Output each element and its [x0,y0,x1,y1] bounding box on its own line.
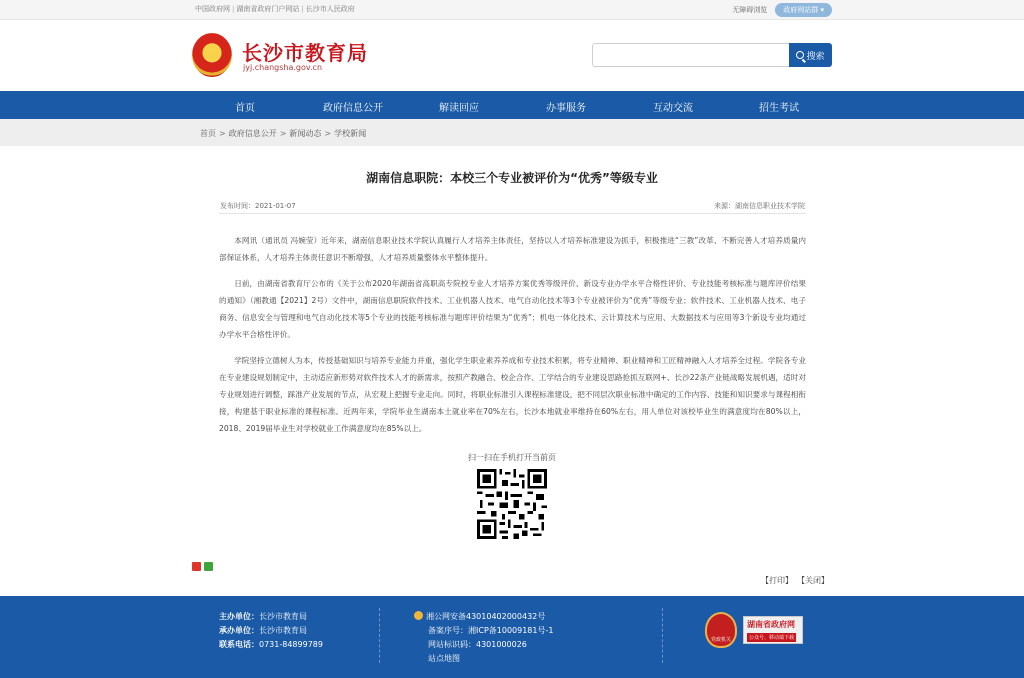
article-actions [761,575,829,586]
phone-value: 0731-84899789 [259,640,323,649]
site-group-dropdown[interactable]: 政府网站群 ▾ [775,3,832,17]
qr-code-icon [475,467,549,541]
nav-services[interactable]: 办事服务 [546,103,586,114]
party-gov-badge-icon[interactable]: 党政机关 [705,612,737,648]
footer-registration [414,610,553,666]
organizer-label: 承办单位： [219,626,259,635]
article-paragraph: 本网讯（通讯员 冯婉莹）近年来，湖南信息职业技术学院认真履行人才培养主体责任，坚持以人才培养标准建设为抓手，积极推进“三教”改革、不断完善人才培养质量内部保证体系，人才培养主体责任意识不断增强，人才培养质量整体水平整体提升。 [219,236,806,262]
article-source: 来源：湖南信息职业技术学院 [714,202,805,210]
organizer-value: 长沙市教育局 [259,626,307,635]
nav-gov-info[interactable]: 政府信息公开 [323,103,383,114]
search-icon [796,51,804,59]
article-body [219,232,806,446]
breadcrumb: 首页 > 政府信息公开 > 新闻动态 > 学校新闻 [200,129,367,138]
close-button[interactable]: 【关闭】 [797,576,829,585]
article-title: 湖南信息职院：本校三个专业被评价为“优秀”等级专业 [366,171,658,185]
breadcrumb-bar [0,119,1024,146]
sponsor-label: 主办单位： [219,612,259,621]
search-button[interactable] [789,43,832,67]
breadcrumb-school-news[interactable]: 学校新闻 [334,129,367,138]
qr-caption: 扫一扫在手机打开当前页 [468,453,556,462]
footer-divider [379,608,380,663]
search-input[interactable] [592,43,789,67]
share-icons [192,562,213,571]
icp-record[interactable]: 备案序号：湘ICP备10009181号-1 [428,626,554,635]
site-id: 网站标识码：4301000026 [428,640,527,649]
breadcrumb-home[interactable]: 首页 [200,129,216,138]
site-url: jyj.changsha.gov.cn [243,63,323,72]
accessibility-link[interactable]: 无障碍浏览 [732,6,768,14]
article-paragraph: 学院坚持立德树人为本，传授基础知识与培养专业能力并重，强化学生职业素养养成和专业技术积累，将专业精神、职业精神和工匠精神融入人才培养全过程。学院各专业在专业建设规划制定中，主动适应新形势对软件技术人才的新需求，按照产教融合、校企合作、工学结合的专业建设思路抢抓互联网+、长沙22条产业链战略发展机遇，适时对专业规划进行调整，踩准产业发展的节点，从宏观上把握专业走向。同时，将职业标准引入课程标准建设，把不同层次职业标准中确定的工作内容、技能和知识要求与课程相衔接，构建基于职业标准的课程标准。近两年来，学院毕业生湖南本土就业率在70%左右，长沙本地就业率维持在60%左右，用人单位对该校毕业生的满意度均在80%以上，2018、2019届毕业生对学校就业工作满意度均在85%以上。 [219,356,806,433]
hunan-gov-badge-sub: 公众号、移动端下载 [749,635,795,641]
article-paragraph: 日前，由湖南省教育厅公布的《关于公布2020年湖南省高职高专院校专业人才培养方案优秀等级评价、新设专业办学水平合格性评价、专业技能考核标准与题库评价结果的通知》（湘教通【2021】2号）文件中，湖南信息职院软件技术、工业机器人技术、电气自动化技术等3个专业被评价为“优秀”等级专业；软件技术、工业机器人技术、电子商务、信息安全与管理和电气自动化技术等5个专业的技能考核标准与题库评价结果为“优秀”；机电一体化技术、云计算技术与应用、大数据技术与应用等3个新设专业均通过办学水平合格性评价。 [219,279,806,339]
main-nav [0,91,1024,119]
hunan-gov-badge-title: 湖南省政府网 [747,620,795,629]
nav-interpretation[interactable]: 解读回应 [439,103,479,114]
nav-interaction[interactable]: 互动交流 [653,103,693,114]
phone-label: 联系电话： [219,640,259,649]
nav-home[interactable]: 首页 [235,103,255,114]
wechat-share-icon[interactable] [204,562,213,571]
breadcrumb-news[interactable]: 新闻动态 [289,129,322,138]
print-button[interactable]: 【打印】 [761,576,793,585]
link-hunan-gov[interactable]: 湖南省政府门户网站 [236,5,300,13]
link-changsha-gov[interactable]: 长沙市人民政府 [305,5,355,13]
publish-date: 发布时间：2021-01-07 [220,202,296,210]
sitemap-link[interactable]: 站点地图 [428,654,460,663]
hunan-gov-badge[interactable] [743,616,803,644]
site-header [0,20,1024,91]
police-record[interactable]: 湘公网安备43010402000432号 [426,612,546,621]
breadcrumb-gov-info[interactable]: 政府信息公开 [228,129,277,138]
national-emblem-icon: ★ [192,33,232,77]
top-utility-bar [0,0,1024,20]
weibo-share-icon[interactable] [192,562,201,571]
police-badge-icon [414,611,423,620]
footer-contact [219,610,323,652]
nav-admissions[interactable]: 招生考试 [759,103,799,114]
top-links: 中国政府网 | 湖南省政府门户网站 | 长沙市人民政府 [195,5,355,13]
meta-divider [219,213,806,214]
site-title[interactable]: 长沙市教育局 [242,41,368,65]
footer-divider [662,608,663,663]
site-footer [0,596,1024,678]
sponsor-value: 长沙市教育局 [259,612,307,621]
search-button-label: 搜索 [806,51,825,62]
link-gov-cn[interactable]: 中国政府网 [195,5,230,13]
